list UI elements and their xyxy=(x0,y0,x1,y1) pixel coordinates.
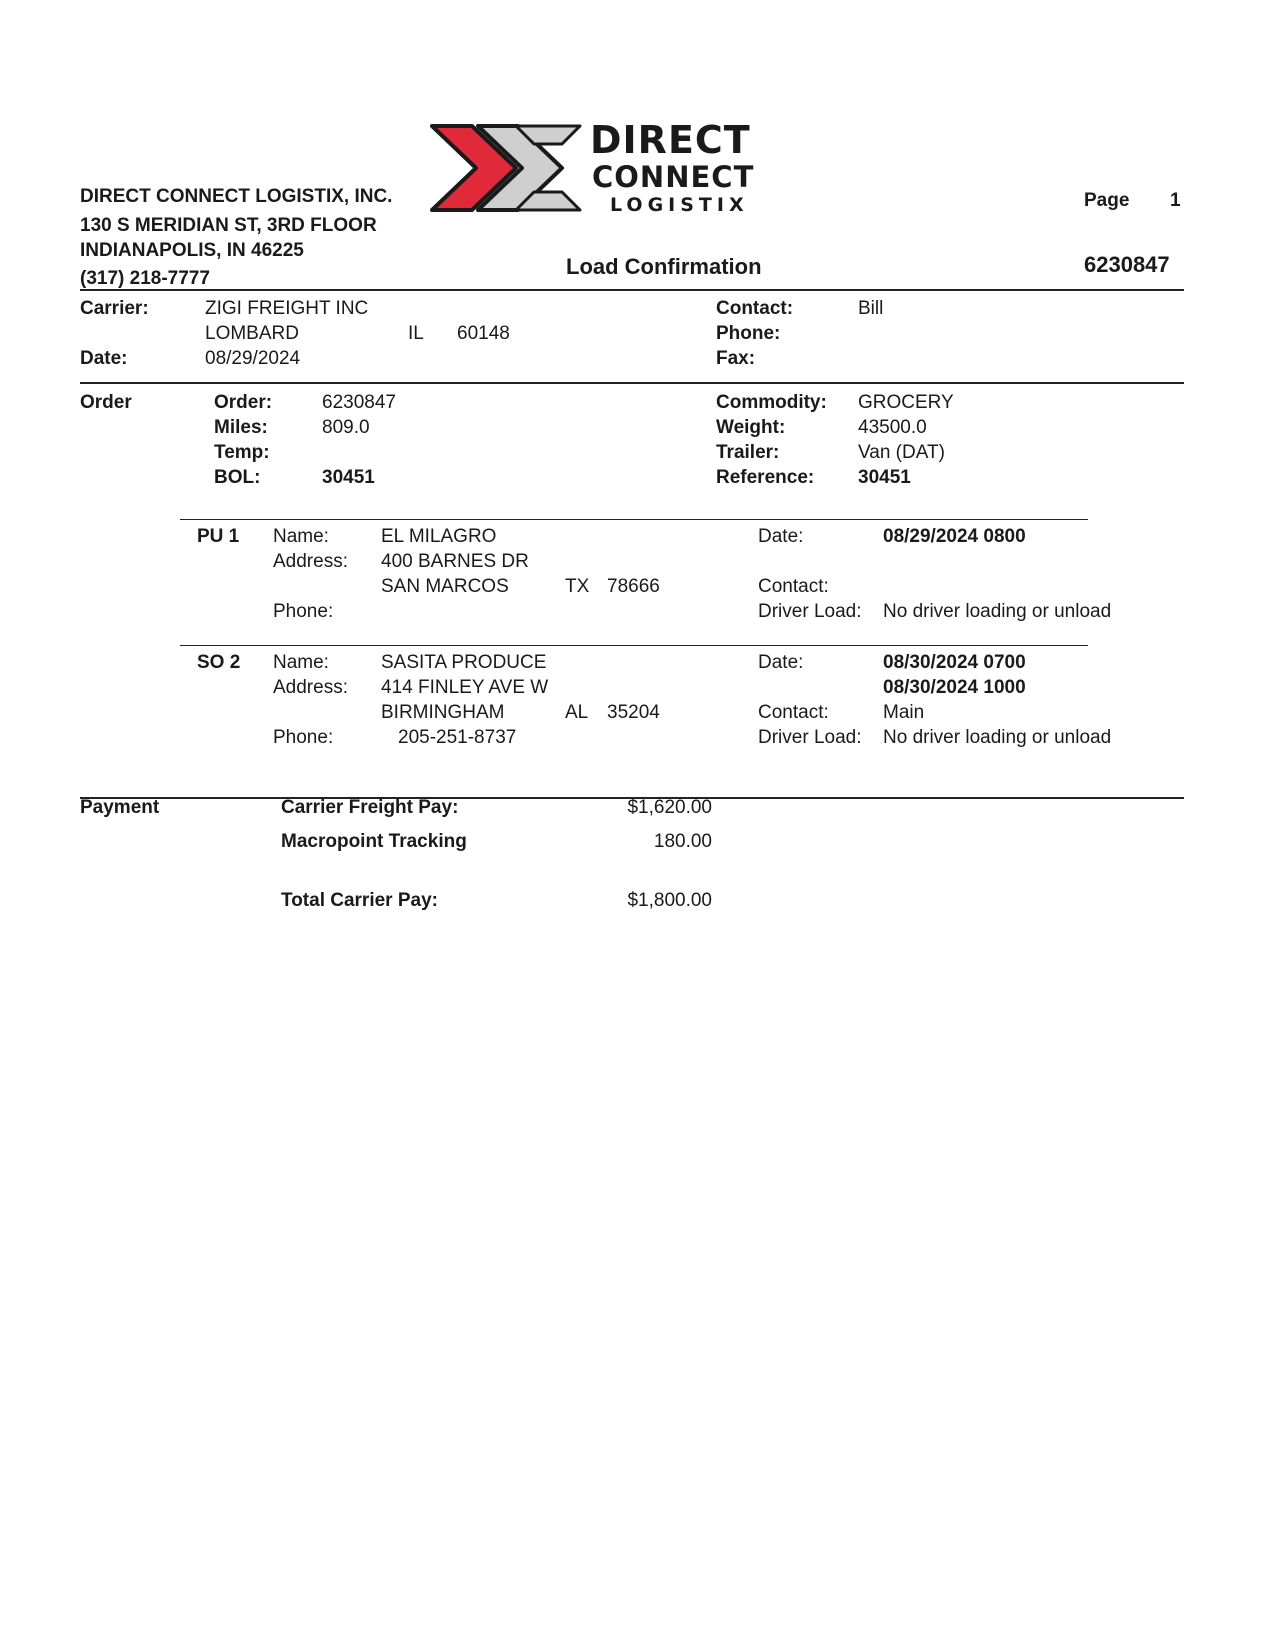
tracking-label: Macropoint Tracking xyxy=(281,831,467,852)
carrier-contact: Bill xyxy=(858,298,884,319)
freight-pay-value: $1,620.00 xyxy=(627,797,712,818)
bol-label: BOL: xyxy=(214,467,261,488)
logo-line-connect: CONNECT xyxy=(592,160,755,194)
stop-2-address: 414 FINLEY AVE W xyxy=(381,677,549,698)
total-pay-label: Total Carrier Pay: xyxy=(281,890,438,911)
stop-2-state: AL xyxy=(565,702,589,723)
stop-1-date: 08/29/2024 0800 xyxy=(883,526,1026,547)
stop-2-zip: 35204 xyxy=(607,702,660,723)
carrier-label: Carrier: xyxy=(80,298,149,319)
logo-line-logistix: LOGISTIX xyxy=(610,194,749,216)
commodity-label: Commodity: xyxy=(716,392,827,413)
carrier-date: 08/29/2024 xyxy=(205,348,301,369)
carrier-zip: 60148 xyxy=(457,323,510,344)
stop-2-address-label: Address: xyxy=(273,677,348,698)
reference-label: Reference: xyxy=(716,467,815,488)
stop-1-address-label: Address: xyxy=(273,551,348,572)
carrier-state: IL xyxy=(408,323,424,344)
logo-line-direct: DIRECT xyxy=(590,118,751,162)
fax-label: Fax: xyxy=(716,348,756,369)
stop-1-zip: 78666 xyxy=(607,576,660,597)
miles-label: Miles: xyxy=(214,417,268,438)
stop-1-contact-label: Contact: xyxy=(758,576,829,597)
company-address-line1: 130 S MERIDIAN ST, 3RD FLOOR xyxy=(80,215,377,236)
date-label: Date: xyxy=(80,348,128,369)
header-divider xyxy=(80,289,1184,291)
stop-1-date-label: Date: xyxy=(758,526,804,547)
freight-pay-label: Carrier Freight Pay: xyxy=(281,797,459,818)
stop-1-code: PU 1 xyxy=(197,526,240,547)
stop-1-divider xyxy=(180,519,1088,520)
tracking-value: 180.00 xyxy=(653,831,712,852)
stop-1-driver-load: No driver loading or unload xyxy=(883,601,1112,622)
stop-1-driver-load-label: Driver Load: xyxy=(758,601,862,622)
weight-value: 43500.0 xyxy=(858,417,927,438)
order-value: 6230847 xyxy=(322,392,396,413)
load-number: 6230847 xyxy=(1084,252,1170,277)
stop-2-date-label: Date: xyxy=(758,652,804,673)
logo-x-mark xyxy=(430,122,590,214)
stop-1-address: 400 BARNES DR xyxy=(381,551,529,572)
phone-label: Phone: xyxy=(716,323,781,344)
trailer-value: Van (DAT) xyxy=(858,442,945,463)
stop-1-city: SAN MARCOS xyxy=(381,576,509,597)
stop-2-driver-load-label: Driver Load: xyxy=(758,727,862,748)
stop-2-name-label: Name: xyxy=(273,652,329,673)
order-section-label: Order xyxy=(80,392,132,413)
miles-value: 809.0 xyxy=(322,417,370,438)
total-pay-value: $1,800.00 xyxy=(627,890,712,911)
stop-2-phone-label: Phone: xyxy=(273,727,334,748)
payment-section-label: Payment xyxy=(80,797,160,818)
stop-2-date-end: 08/30/2024 1000 xyxy=(883,677,1026,698)
stop-2-contact: Main xyxy=(883,702,925,723)
company-logo xyxy=(430,118,770,218)
stop-1-state: TX xyxy=(565,576,590,597)
company-address-line2: INDIANAPOLIS, IN 46225 xyxy=(80,240,304,261)
stop-1-name: EL MILAGRO xyxy=(381,526,497,547)
carrier-name: ZIGI FREIGHT INC xyxy=(205,298,369,319)
temp-label: Temp: xyxy=(214,442,270,463)
trailer-label: Trailer: xyxy=(716,442,780,463)
commodity-value: GROCERY xyxy=(858,392,954,413)
stop-2-driver-load: No driver loading or unload xyxy=(883,727,1112,748)
stop-2-city: BIRMINGHAM xyxy=(381,702,505,723)
stop-2-name: SASITA PRODUCE xyxy=(381,652,547,673)
weight-label: Weight: xyxy=(716,417,786,438)
stop-1-phone-label: Phone: xyxy=(273,601,334,622)
reference-value: 30451 xyxy=(858,467,911,488)
stop-2-code: SO 2 xyxy=(197,652,241,673)
company-name: DIRECT CONNECT LOGISTIX, INC. xyxy=(80,186,393,207)
order-label: Order: xyxy=(214,392,273,413)
company-phone: (317) 218-7777 xyxy=(80,268,210,289)
stop-2-phone: 205-251-8737 xyxy=(398,727,517,748)
stop-2-contact-label: Contact: xyxy=(758,702,829,723)
carrier-divider xyxy=(80,382,1184,384)
contact-label: Contact: xyxy=(716,298,794,319)
stop-2-divider xyxy=(180,645,1088,646)
page-number: 1 xyxy=(1170,190,1181,211)
stop-2-date: 08/30/2024 0700 xyxy=(883,652,1026,673)
page-label: Page xyxy=(1084,190,1130,211)
carrier-city: LOMBARD xyxy=(205,323,299,344)
bol-value: 30451 xyxy=(322,467,375,488)
document-title: Load Confirmation xyxy=(566,254,762,279)
stop-1-name-label: Name: xyxy=(273,526,329,547)
